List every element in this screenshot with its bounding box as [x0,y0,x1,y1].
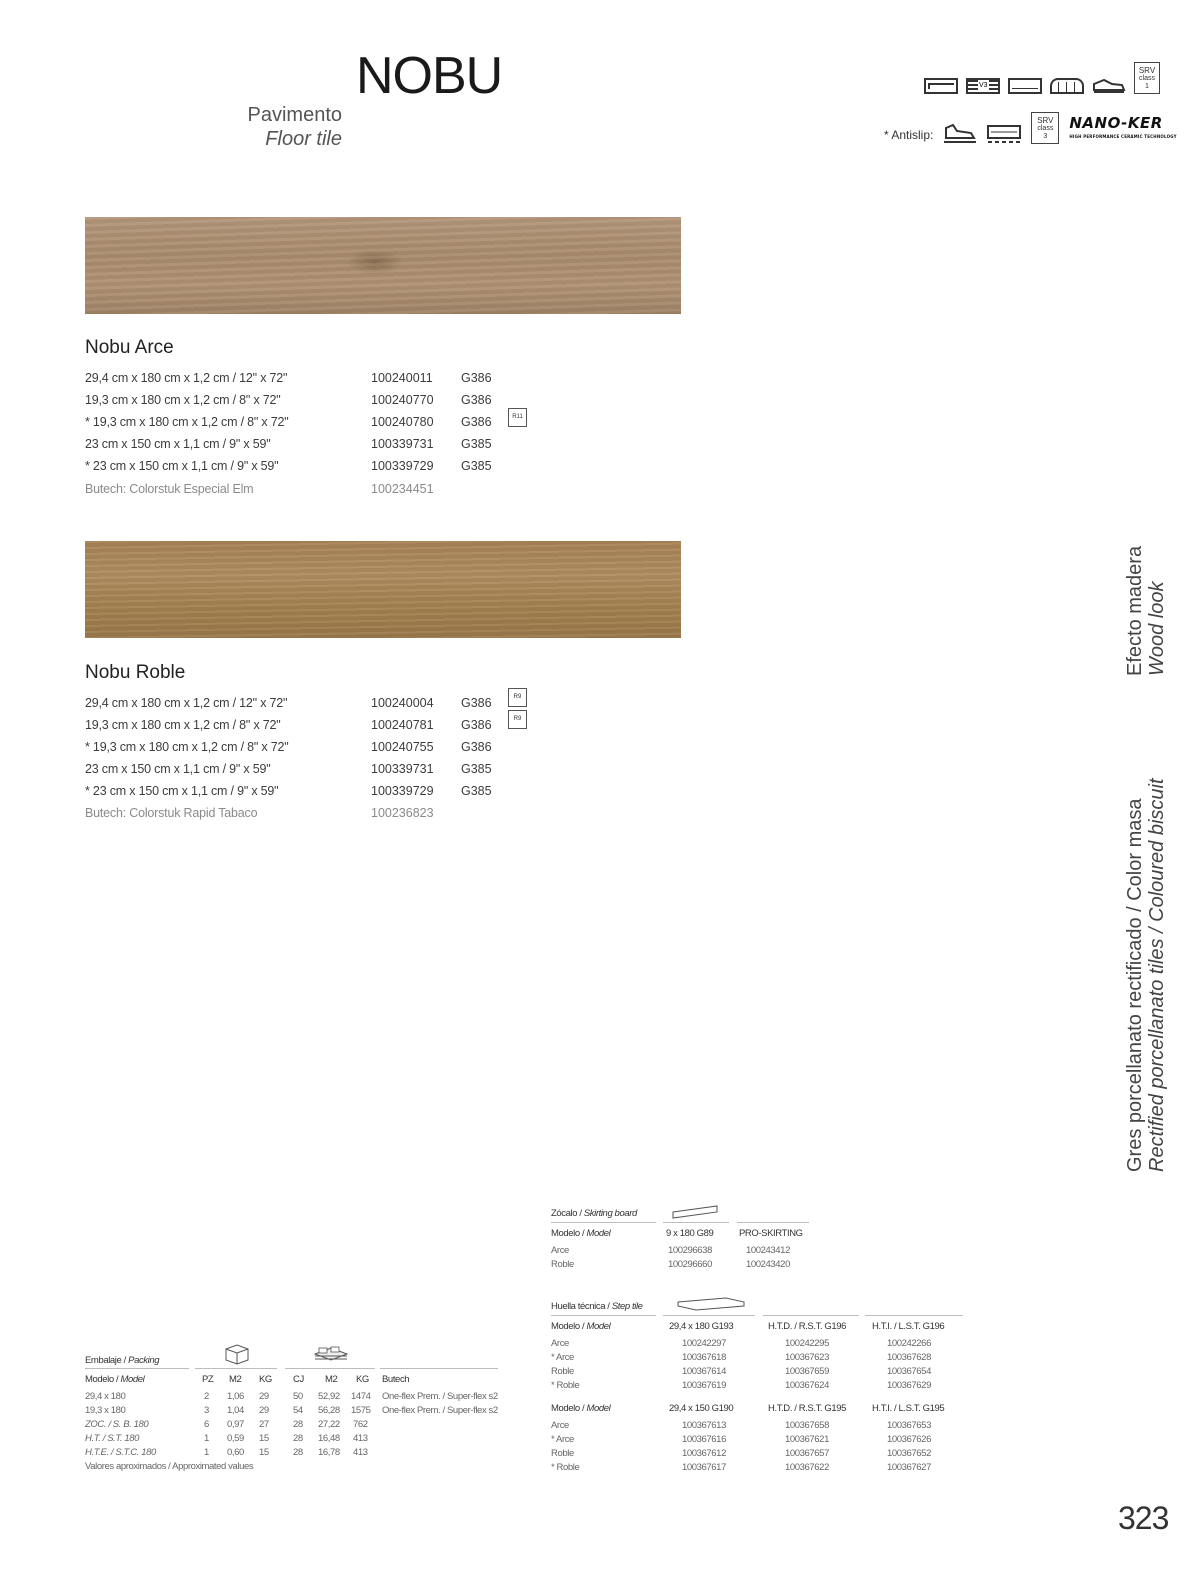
product-name-roble: Nobu Roble [85,662,186,683]
spec-group: G386 [461,696,492,710]
spec-group: G386 [461,415,492,429]
product-name-arce: Nobu Arce [85,337,174,358]
spec-group: G386 [461,718,492,732]
spec-size: 23 cm x 150 cm x 1,1 cm / 9" x 59" [85,762,271,776]
spec-code: 100339729 [371,459,434,473]
swatch-nobu-roble [85,541,681,638]
side-label-wood-look: Efecto madera Wood look [1124,545,1168,676]
spec-code: 100339731 [371,437,434,451]
rectified-edge-icon [924,78,958,94]
antislip-surface-icon [987,122,1021,144]
step-title: Huella técnica / Step tile [551,1301,643,1312]
spec-size: 19,3 cm x 180 cm x 1,2 cm / 8" x 72" [85,718,281,732]
packing-footnote: Valores aproximados / Approximated values [85,1461,254,1472]
srv-class-badge: SRV class 1 [1134,62,1160,94]
spec-group: G386 [461,371,492,385]
feature-icons-top [924,62,1160,94]
spec-code: 100240755 [371,740,434,754]
antislip-icons [884,112,1177,144]
step-tile-table: Huella técnica / Step tile Modelo / Model 29,4 x 180 G193 H.T.D. / R.S.T. G196 H.T.I. / L.S.T. G196 Arce 100242297 100242295 100242266 * Arce 100367618 100367623 100367628 Roble 100367614 100367659 100367654 * Roble 100367619 100367624 100367629 Modelo / Model 29,4 x 150 G190 H.T.D. / R.S.T. G195 H.T.I. / L.S.T. G195 Arce 100367613 100367658 100367653 * Arce 100367616 100367621 100367626 Roble 100367612 100367657 100367652 * Roble 100367617 100367622 100367627 [551,1296,966,1476]
spec-code: 100240770 [371,393,434,407]
spec-size: 29,4 cm x 180 cm x 1,2 cm / 12" x 72" [85,696,288,710]
srv-class-antislip-badge: SRV class 3 [1031,112,1059,144]
packing-title: Embalaje / Packing [85,1355,160,1366]
page-number: 323 [1118,1500,1169,1536]
spec-size: * 19,3 cm x 180 cm x 1,2 cm / 8" x 72" [85,740,289,754]
frost-resistant-icon [1050,78,1084,94]
nanoker-logo: NANO-KER HIGH PERFORMANCE CERAMIC TECHNOLOGY [1069,114,1177,139]
subtitle-es: Pavimento [247,104,342,126]
skirting-title: Zócalo / Skirting board [551,1208,637,1219]
spec-size: * 23 cm x 150 cm x 1,1 cm / 9" x 59" [85,784,279,798]
step-tile-icon [676,1296,746,1312]
butech-code: 100236823 [371,806,434,820]
spec-group: G385 [461,784,492,798]
spec-size: 19,3 cm x 180 cm x 1,2 cm / 8" x 72" [85,393,281,407]
spec-group: G385 [461,762,492,776]
v3-badge: V3 [978,80,989,92]
antislip-label: * Antislip: [884,128,934,142]
subtitle-en: Floor tile [265,128,342,150]
spec-group: G385 [461,437,492,451]
pallet-icon [311,1342,351,1366]
spec-size: * 19,3 cm x 180 cm x 1,2 cm / 8" x 72" [85,415,289,429]
page-title: NOBU [356,47,503,105]
spec-code: 100339729 [371,784,434,798]
butech-label: Butech: Colorstuk Especial Elm [85,482,254,496]
packing-table: Embalaje / Packing Modelo / Model PZ M2 KG CJ M2 KG Butech 29,4 x 180 2 1,06 29 50 52,92 1474 One-flex Prem. / Super-flex s2 19,3 x 180 3 1,04 29 54 56,28 1575 One-flex Prem. / Super-flex s2 ZOC. / S. B. 180 6 0,97 27 28 27,22 762 H.T. / S.T. 180 1 0,59 15 28 16,48 413 H.T.E. / S.T.C. 180 1 0,60 15 28 16,78 413 Valores aproximados / Approximated values [85,1340,500,1475]
thickness-icon [1008,78,1042,94]
box-icon [223,1342,251,1366]
spec-code: 100339731 [371,762,434,776]
slip-rating-badge: R9 [508,688,527,707]
spec-code: 100240780 [371,415,434,429]
slip-rating-badge: R9 [508,710,527,729]
butech-label: Butech: Colorstuk Rapid Tabaco [85,806,258,820]
butech-code: 100234451 [371,482,434,496]
spec-code: 100240004 [371,696,434,710]
skirting-table: Zócalo / Skirting board Modelo / Model 9 x 180 G89 PRO-SKIRTING Arce 100296638 100243412 Roble 100296660 100243420 [551,1204,811,1274]
skirting-board-icon [671,1204,721,1220]
spec-group: G385 [461,459,492,473]
spec-size: * 23 cm x 150 cm x 1,1 cm / 9" x 59" [85,459,279,473]
shade-variation-icon [966,78,1000,94]
spec-group: G386 [461,740,492,754]
swatch-nobu-arce [85,217,681,314]
spec-size: 23 cm x 150 cm x 1,1 cm / 9" x 59" [85,437,271,451]
spec-group: G386 [461,393,492,407]
slip-rating-badge: R11 [508,408,527,427]
spec-size: 29,4 cm x 180 cm x 1,2 cm / 12" x 72" [85,371,288,385]
side-label-porcelain: Gres porcellanato rectificado / Color masa Rectified porcellanato tiles / Coloured biscuit [1124,778,1168,1172]
spec-code: 100240781 [371,718,434,732]
spec-code: 100240011 [371,371,433,385]
shoe-traffic-icon [1092,76,1126,94]
antislip-shoe-icon [943,122,977,144]
